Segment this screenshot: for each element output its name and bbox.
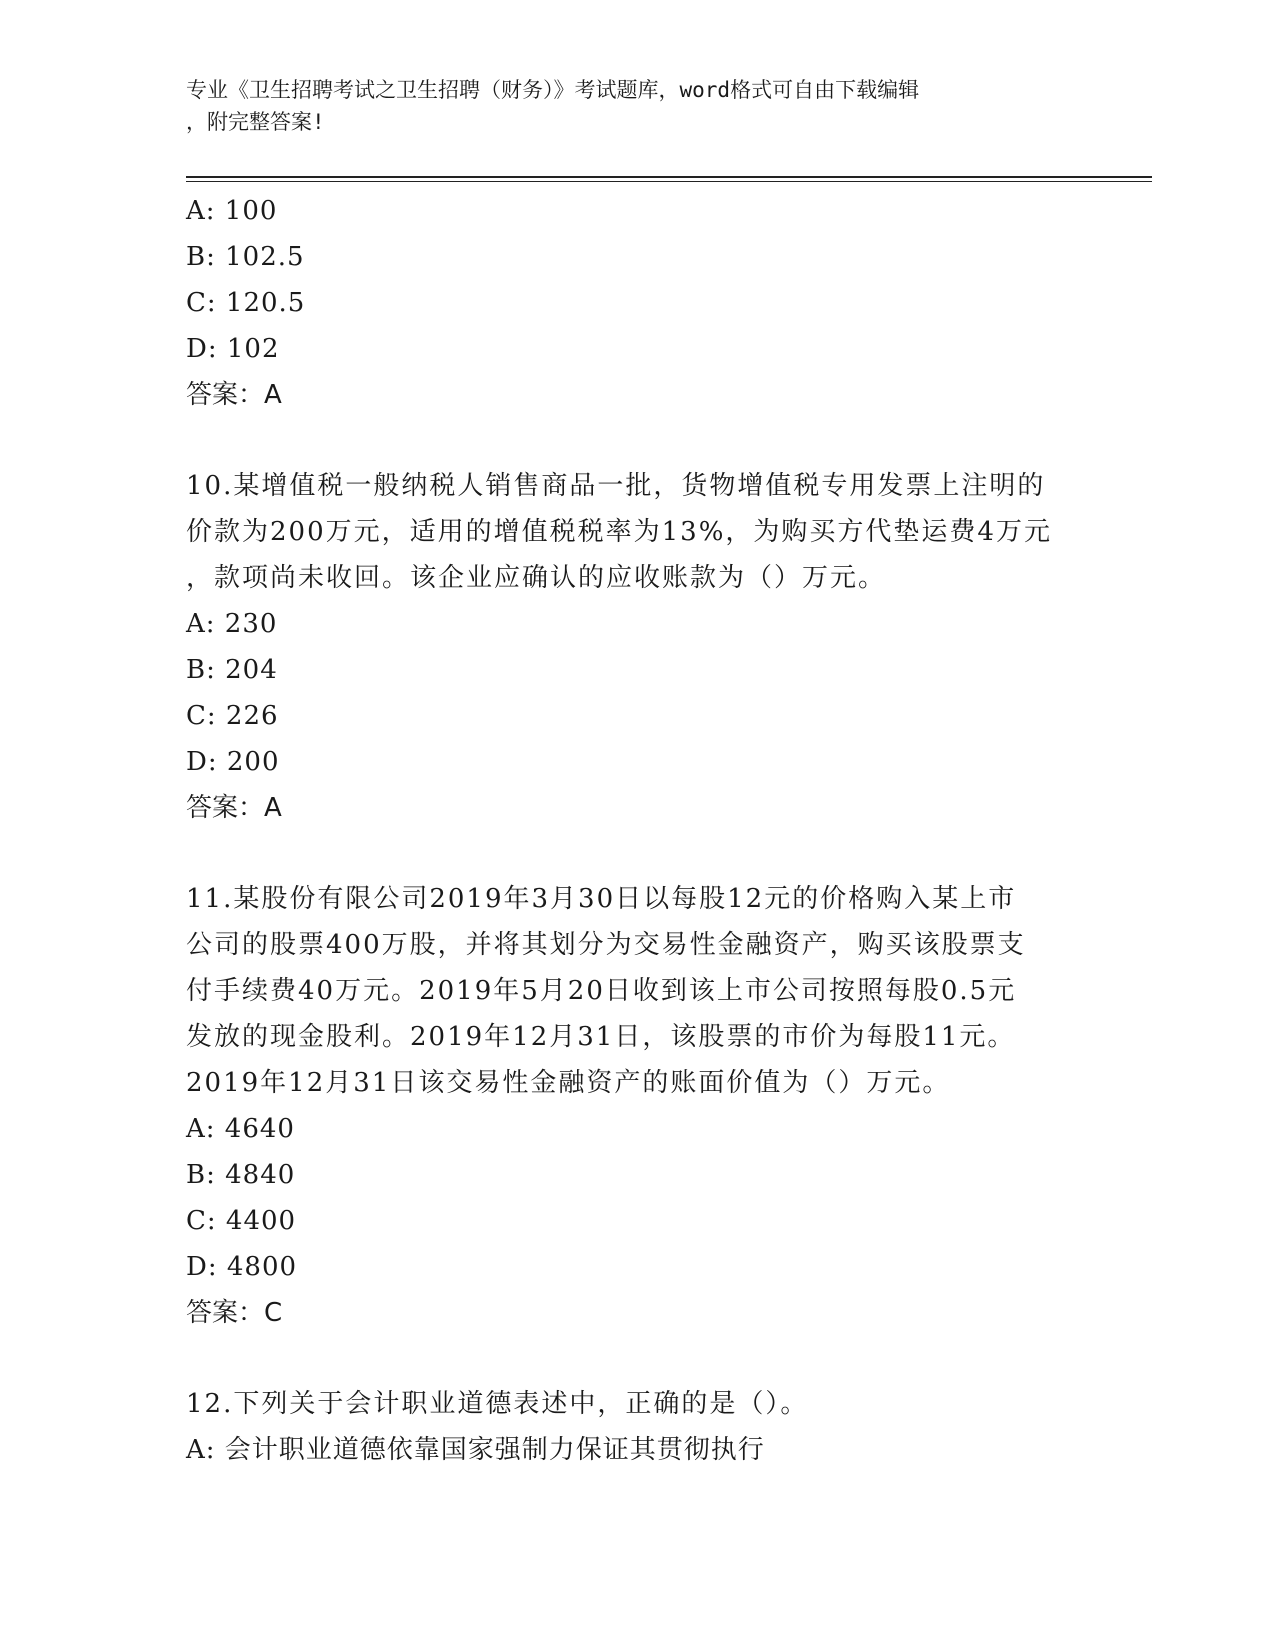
option-b: B: 204 — [186, 655, 278, 685]
option-b: B: 4840 — [186, 1160, 296, 1190]
header-divider-thick — [186, 176, 1152, 178]
option-d: D: 4800 — [186, 1252, 298, 1282]
question-line: 10.某增值税一般纳税人销售商品一批，货物增值税专用发票上注明的 — [186, 471, 1046, 501]
question-line: 付手续费40万元。2019年5月20日收到该上市公司按照每股0.5元 — [186, 976, 1017, 1006]
header-divider-thin — [186, 181, 1152, 182]
question-line: 2019年12月31日该交易性金融资产的账面价值为（）万元。 — [186, 1068, 951, 1098]
option-d: D: 102 — [186, 334, 280, 364]
option-a: A: 会计职业道德依靠国家强制力保证其贯彻执行 — [186, 1435, 765, 1465]
option-a: A: 230 — [186, 609, 278, 639]
spacer — [186, 831, 1086, 876]
question-10 — [186, 463, 1086, 831]
question-11 — [186, 876, 1086, 1336]
answer: 答案：C — [186, 1298, 283, 1328]
document-header — [186, 74, 1066, 138]
question-line: 12.下列关于会计职业道德表述中，正确的是（）。 — [186, 1389, 809, 1419]
option-c: C: 226 — [186, 701, 279, 731]
question-12 — [186, 1381, 1086, 1473]
question-text — [186, 876, 1086, 1106]
question-line: 价款为200万元，适用的增值税税率为13%，为购买方代垫运费4万元 — [186, 517, 1052, 547]
question-text — [186, 1381, 1086, 1427]
question-line: 11.某股份有限公司2019年3月30日以每股12元的价格购入某上市 — [186, 884, 1017, 914]
option-a: A: 4640 — [186, 1114, 295, 1144]
option-d: D: 200 — [186, 747, 280, 777]
header-line-1: 专业《卫生招聘考试之卫生招聘（财务）》考试题库，word格式可自由下载编辑 — [186, 78, 920, 102]
question-line: ，款项尚未收回。该企业应确认的应收账款为（）万元。 — [186, 563, 887, 593]
option-a: A: 100 — [186, 196, 278, 226]
spacer — [186, 418, 1086, 463]
question-line: 公司的股票400万股，并将其划分为交易性金融资产，购买该股票支 — [186, 930, 1026, 960]
question-text — [186, 463, 1086, 601]
option-b: B: 102.5 — [186, 242, 305, 272]
question-list — [186, 188, 1086, 1473]
option-c: C: 120.5 — [186, 288, 306, 318]
answer: 答案：A — [186, 793, 282, 823]
spacer — [186, 1336, 1086, 1381]
option-c: C: 4400 — [186, 1206, 297, 1236]
answer: 答案：A — [186, 380, 282, 410]
header-line-2: ，附完整答案! — [186, 110, 325, 134]
question-line: 发放的现金股利。2019年12月31日，该股票的市价为每股11元。 — [186, 1022, 1016, 1052]
question-9 — [186, 188, 1086, 418]
